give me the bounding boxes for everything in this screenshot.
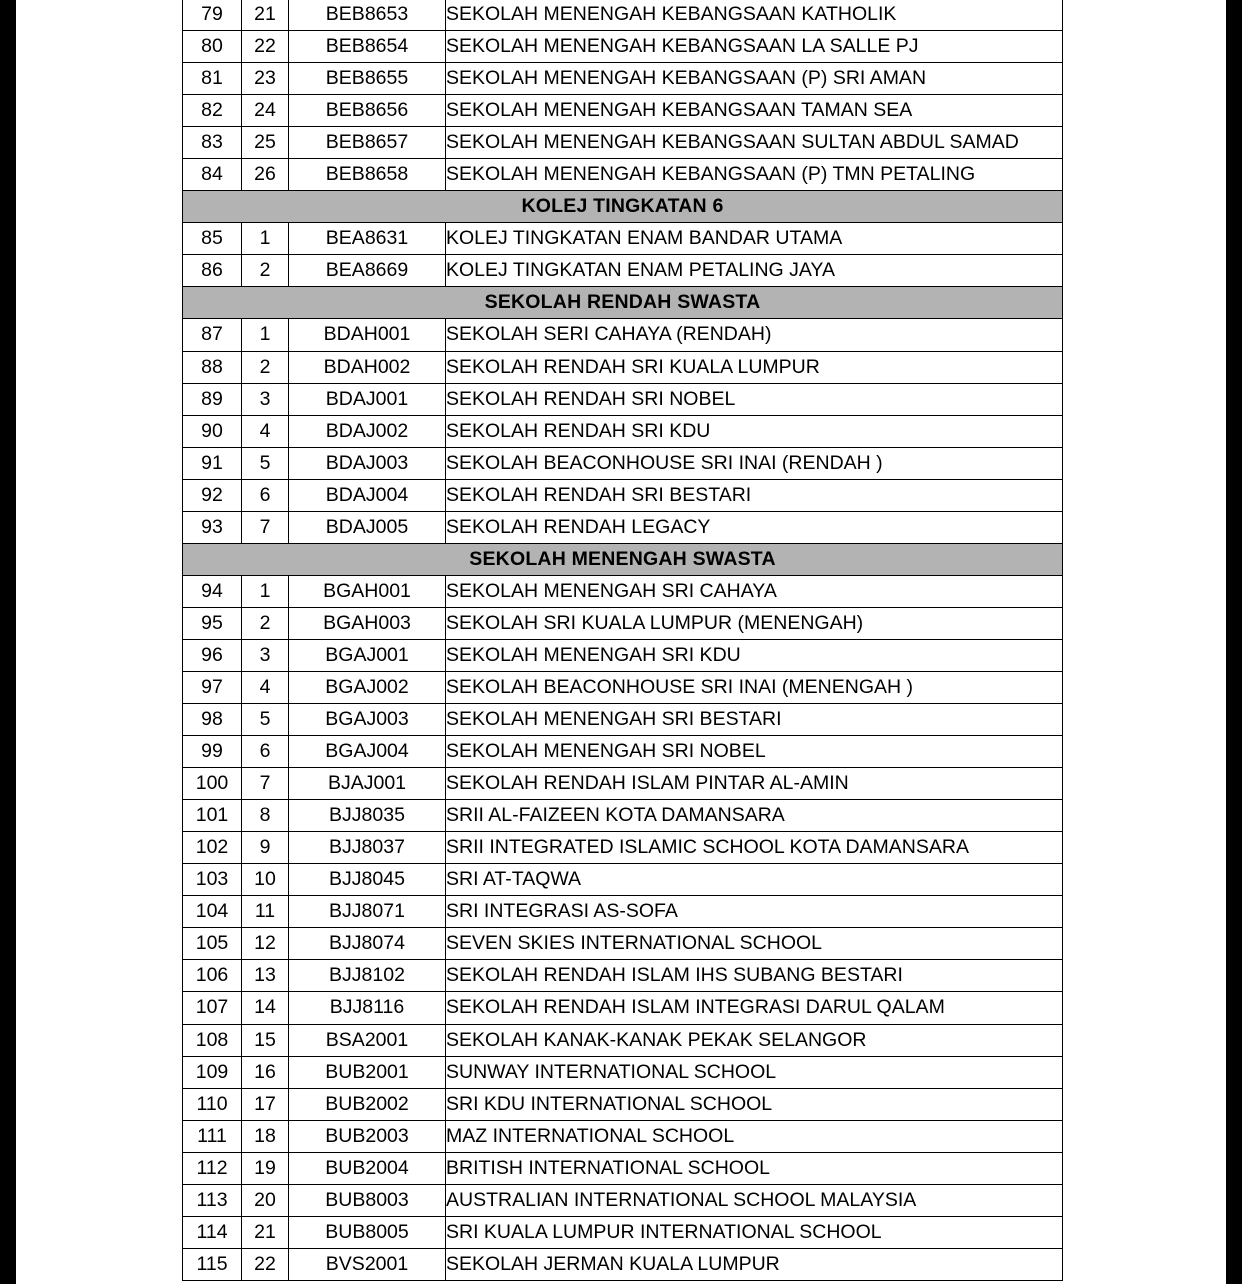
- cell-no: 79: [183, 0, 242, 31]
- table-row: [183, 960, 1063, 992]
- cell-no: 115: [183, 1248, 242, 1280]
- table-section-header: [183, 191, 1063, 223]
- cell-no: 85: [183, 223, 242, 255]
- cell-bil: 3: [242, 383, 289, 415]
- cell-school-name: SUNWAY INTERNATIONAL SCHOOL: [446, 1056, 1063, 1088]
- cell-bil: 4: [242, 415, 289, 447]
- cell-school-name: MAZ INTERNATIONAL SCHOOL: [446, 1120, 1063, 1152]
- cell-school-name: SEKOLAH MENENGAH KEBANGSAAN KATHOLIK: [446, 0, 1063, 31]
- cell-school-name: SRI KUALA LUMPUR INTERNATIONAL SCHOOL: [446, 1216, 1063, 1248]
- cell-no: 101: [183, 800, 242, 832]
- cell-school-name: KOLEJ TINGKATAN ENAM PETALING JAYA: [446, 255, 1063, 287]
- cell-school-code: BJJ8035: [289, 800, 446, 832]
- cell-no: 102: [183, 832, 242, 864]
- cell-school-name: SEKOLAH MENENGAH KEBANGSAAN SULTAN ABDUL SAMAD: [446, 127, 1063, 159]
- cell-bil: 20: [242, 1184, 289, 1216]
- section-title: SEKOLAH RENDAH SWASTA: [183, 287, 1063, 319]
- cell-bil: 22: [242, 1248, 289, 1280]
- cell-no: 80: [183, 31, 242, 63]
- cell-no: 108: [183, 1024, 242, 1056]
- table-row: [183, 1088, 1063, 1120]
- table-row: [183, 383, 1063, 415]
- table-row: [183, 351, 1063, 383]
- table-row: [183, 63, 1063, 95]
- cell-no: 83: [183, 127, 242, 159]
- school-list-table: [182, 0, 1063, 1281]
- table-row: [183, 127, 1063, 159]
- cell-bil: 16: [242, 1056, 289, 1088]
- cell-school-name: SRI INTEGRASI AS-SOFA: [446, 896, 1063, 928]
- cell-bil: 5: [242, 704, 289, 736]
- cell-bil: 18: [242, 1120, 289, 1152]
- cell-school-code: BEB8656: [289, 95, 446, 127]
- cell-no: 86: [183, 255, 242, 287]
- cell-bil: 11: [242, 896, 289, 928]
- cell-bil: 25: [242, 127, 289, 159]
- cell-school-code: BEB8658: [289, 159, 446, 191]
- cell-school-name: SEKOLAH MENENGAH SRI KDU: [446, 639, 1063, 671]
- table-row: [183, 768, 1063, 800]
- table-row: [183, 95, 1063, 127]
- table-row: [183, 1120, 1063, 1152]
- cell-bil: 17: [242, 1088, 289, 1120]
- table-row: [183, 864, 1063, 896]
- cell-school-code: BVS2001: [289, 1248, 446, 1280]
- table-section-header: [183, 543, 1063, 575]
- table-row: [183, 992, 1063, 1024]
- cell-no: 93: [183, 511, 242, 543]
- cell-school-name: SEKOLAH MENENGAH SRI CAHAYA: [446, 575, 1063, 607]
- table-section-header: [183, 287, 1063, 319]
- cell-school-name: SRI KDU INTERNATIONAL SCHOOL: [446, 1088, 1063, 1120]
- cell-bil: 6: [242, 736, 289, 768]
- cell-bil: 1: [242, 319, 289, 351]
- page-left-edge: [0, 0, 16, 1284]
- cell-school-code: BDAJ004: [289, 479, 446, 511]
- cell-school-name: SEKOLAH MENENGAH KEBANGSAAN (P) SRI AMAN: [446, 63, 1063, 95]
- cell-school-code: BJAJ001: [289, 768, 446, 800]
- cell-bil: 3: [242, 639, 289, 671]
- cell-school-name: SEKOLAH RENDAH SRI KDU: [446, 415, 1063, 447]
- cell-school-code: BJJ8102: [289, 960, 446, 992]
- table-row: [183, 31, 1063, 63]
- table-row: [183, 319, 1063, 351]
- table-row: [183, 223, 1063, 255]
- cell-school-code: BUB8005: [289, 1216, 446, 1248]
- cell-no: 106: [183, 960, 242, 992]
- table-row: [183, 671, 1063, 703]
- cell-school-name: SEKOLAH MENENGAH KEBANGSAAN LA SALLE PJ: [446, 31, 1063, 63]
- section-title: SEKOLAH MENENGAH SWASTA: [183, 543, 1063, 575]
- cell-bil: 1: [242, 223, 289, 255]
- cell-school-code: BEB8657: [289, 127, 446, 159]
- table-row: [183, 1248, 1063, 1280]
- cell-school-name: SRII AL-FAIZEEN KOTA DAMANSARA: [446, 800, 1063, 832]
- cell-no: 103: [183, 864, 242, 896]
- cell-no: 113: [183, 1184, 242, 1216]
- cell-no: 100: [183, 768, 242, 800]
- cell-no: 82: [183, 95, 242, 127]
- cell-school-code: BJJ8071: [289, 896, 446, 928]
- cell-no: 112: [183, 1152, 242, 1184]
- section-title: KOLEJ TINGKATAN 6: [183, 191, 1063, 223]
- cell-bil: 22: [242, 31, 289, 63]
- cell-no: 98: [183, 704, 242, 736]
- cell-school-code: BJJ8037: [289, 832, 446, 864]
- table-row: [183, 447, 1063, 479]
- cell-school-name: SEKOLAH RENDAH SRI KUALA LUMPUR: [446, 351, 1063, 383]
- cell-bil: 6: [242, 479, 289, 511]
- cell-school-code: BUB2004: [289, 1152, 446, 1184]
- cell-no: 104: [183, 896, 242, 928]
- cell-no: 109: [183, 1056, 242, 1088]
- cell-school-name: SEKOLAH BEACONHOUSE SRI INAI (MENENGAH ): [446, 671, 1063, 703]
- cell-bil: 7: [242, 768, 289, 800]
- cell-school-name: SEKOLAH MENENGAH KEBANGSAAN (P) TMN PETALING: [446, 159, 1063, 191]
- cell-no: 92: [183, 479, 242, 511]
- cell-no: 96: [183, 639, 242, 671]
- cell-school-code: BDAJ002: [289, 415, 446, 447]
- cell-school-name: SEKOLAH MENENGAH SRI BESTARI: [446, 704, 1063, 736]
- cell-school-code: BUB8003: [289, 1184, 446, 1216]
- cell-bil: 26: [242, 159, 289, 191]
- cell-no: 99: [183, 736, 242, 768]
- cell-school-code: BUB2002: [289, 1088, 446, 1120]
- page-right-margin: [1058, 0, 1226, 1284]
- table-row: [183, 511, 1063, 543]
- cell-no: 84: [183, 159, 242, 191]
- cell-bil: 4: [242, 671, 289, 703]
- table-row: [183, 639, 1063, 671]
- cell-bil: 21: [242, 1216, 289, 1248]
- table-row: [183, 575, 1063, 607]
- cell-school-code: BGAJ004: [289, 736, 446, 768]
- table-row: [183, 1184, 1063, 1216]
- cell-school-code: BGAH003: [289, 607, 446, 639]
- cell-no: 107: [183, 992, 242, 1024]
- table-row: [183, 607, 1063, 639]
- cell-bil: 8: [242, 800, 289, 832]
- cell-school-name: SEKOLAH SERI CAHAYA (RENDAH): [446, 319, 1063, 351]
- cell-school-name: SEKOLAH RENDAH ISLAM INTEGRASI DARUL QALAM: [446, 992, 1063, 1024]
- cell-no: 88: [183, 351, 242, 383]
- table-row: [183, 1056, 1063, 1088]
- cell-school-code: BDAJ005: [289, 511, 446, 543]
- cell-school-code: BGAJ001: [289, 639, 446, 671]
- table-row: [183, 800, 1063, 832]
- cell-school-code: BDAJ001: [289, 383, 446, 415]
- table-row: [183, 704, 1063, 736]
- table-row: [183, 832, 1063, 864]
- cell-bil: 19: [242, 1152, 289, 1184]
- cell-school-name: KOLEJ TINGKATAN ENAM BANDAR UTAMA: [446, 223, 1063, 255]
- cell-school-code: BEB8655: [289, 63, 446, 95]
- cell-no: 111: [183, 1120, 242, 1152]
- cell-school-code: BDAJ003: [289, 447, 446, 479]
- table-row: [183, 928, 1063, 960]
- cell-bil: 10: [242, 864, 289, 896]
- cell-no: 105: [183, 928, 242, 960]
- cell-bil: 14: [242, 992, 289, 1024]
- cell-bil: 21: [242, 0, 289, 31]
- cell-bil: 1: [242, 575, 289, 607]
- cell-bil: 7: [242, 511, 289, 543]
- cell-no: 81: [183, 63, 242, 95]
- cell-school-name: SRII INTEGRATED ISLAMIC SCHOOL KOTA DAMANSARA: [446, 832, 1063, 864]
- cell-school-code: BJJ8045: [289, 864, 446, 896]
- cell-no: 94: [183, 575, 242, 607]
- table-row: [183, 896, 1063, 928]
- table-row: [183, 415, 1063, 447]
- cell-school-name: BRITISH INTERNATIONAL SCHOOL: [446, 1152, 1063, 1184]
- cell-school-name: SEKOLAH JERMAN KUALA LUMPUR: [446, 1248, 1063, 1280]
- cell-school-code: BJJ8116: [289, 992, 446, 1024]
- cell-no: 89: [183, 383, 242, 415]
- table-row: [183, 1216, 1063, 1248]
- cell-school-name: SEKOLAH RENDAH ISLAM IHS SUBANG BESTARI: [446, 960, 1063, 992]
- cell-no: 114: [183, 1216, 242, 1248]
- cell-school-name: SEKOLAH MENENGAH KEBANGSAAN TAMAN SEA: [446, 95, 1063, 127]
- cell-school-name: SEVEN SKIES INTERNATIONAL SCHOOL: [446, 928, 1063, 960]
- page-left-margin: [16, 0, 182, 1284]
- cell-school-name: SEKOLAH RENDAH LEGACY: [446, 511, 1063, 543]
- cell-school-code: BGAJ002: [289, 671, 446, 703]
- cell-bil: 15: [242, 1024, 289, 1056]
- cell-bil: 2: [242, 255, 289, 287]
- cell-bil: 9: [242, 832, 289, 864]
- cell-school-code: BSA2001: [289, 1024, 446, 1056]
- cell-school-code: BUB2001: [289, 1056, 446, 1088]
- cell-bil: 23: [242, 63, 289, 95]
- cell-no: 90: [183, 415, 242, 447]
- school-list-sheet: [182, 0, 1058, 1281]
- cell-bil: 5: [242, 447, 289, 479]
- table-row: [183, 1152, 1063, 1184]
- cell-no: 110: [183, 1088, 242, 1120]
- cell-school-code: BDAH001: [289, 319, 446, 351]
- cell-school-code: BGAJ003: [289, 704, 446, 736]
- cell-school-code: BDAH002: [289, 351, 446, 383]
- cell-bil: 24: [242, 95, 289, 127]
- table-row: [183, 479, 1063, 511]
- cell-bil: 12: [242, 928, 289, 960]
- table-row: [183, 736, 1063, 768]
- cell-no: 87: [183, 319, 242, 351]
- cell-bil: 2: [242, 607, 289, 639]
- cell-school-code: BEA8669: [289, 255, 446, 287]
- cell-school-name: SEKOLAH SRI KUALA LUMPUR (MENENGAH): [446, 607, 1063, 639]
- cell-school-code: BGAH001: [289, 575, 446, 607]
- table-row: [183, 255, 1063, 287]
- table-row: [183, 0, 1063, 31]
- cell-school-name: AUSTRALIAN INTERNATIONAL SCHOOL MALAYSIA: [446, 1184, 1063, 1216]
- page-right-edge: [1226, 0, 1242, 1284]
- cell-no: 95: [183, 607, 242, 639]
- cell-school-code: BEB8654: [289, 31, 446, 63]
- table-row: [183, 1024, 1063, 1056]
- cell-school-name: SEKOLAH MENENGAH SRI NOBEL: [446, 736, 1063, 768]
- cell-school-name: SEKOLAH KANAK-KANAK PEKAK SELANGOR: [446, 1024, 1063, 1056]
- cell-school-name: SRI AT-TAQWA: [446, 864, 1063, 896]
- cell-school-code: BEA8631: [289, 223, 446, 255]
- cell-school-name: SEKOLAH RENDAH ISLAM PINTAR AL-AMIN: [446, 768, 1063, 800]
- cell-no: 97: [183, 671, 242, 703]
- cell-bil: 2: [242, 351, 289, 383]
- cell-school-code: BUB2003: [289, 1120, 446, 1152]
- cell-school-name: SEKOLAH RENDAH SRI NOBEL: [446, 383, 1063, 415]
- cell-school-name: SEKOLAH BEACONHOUSE SRI INAI (RENDAH ): [446, 447, 1063, 479]
- cell-school-name: SEKOLAH RENDAH SRI BESTARI: [446, 479, 1063, 511]
- cell-no: 91: [183, 447, 242, 479]
- cell-bil: 13: [242, 960, 289, 992]
- table-row: [183, 159, 1063, 191]
- cell-school-code: BEB8653: [289, 0, 446, 31]
- cell-school-code: BJJ8074: [289, 928, 446, 960]
